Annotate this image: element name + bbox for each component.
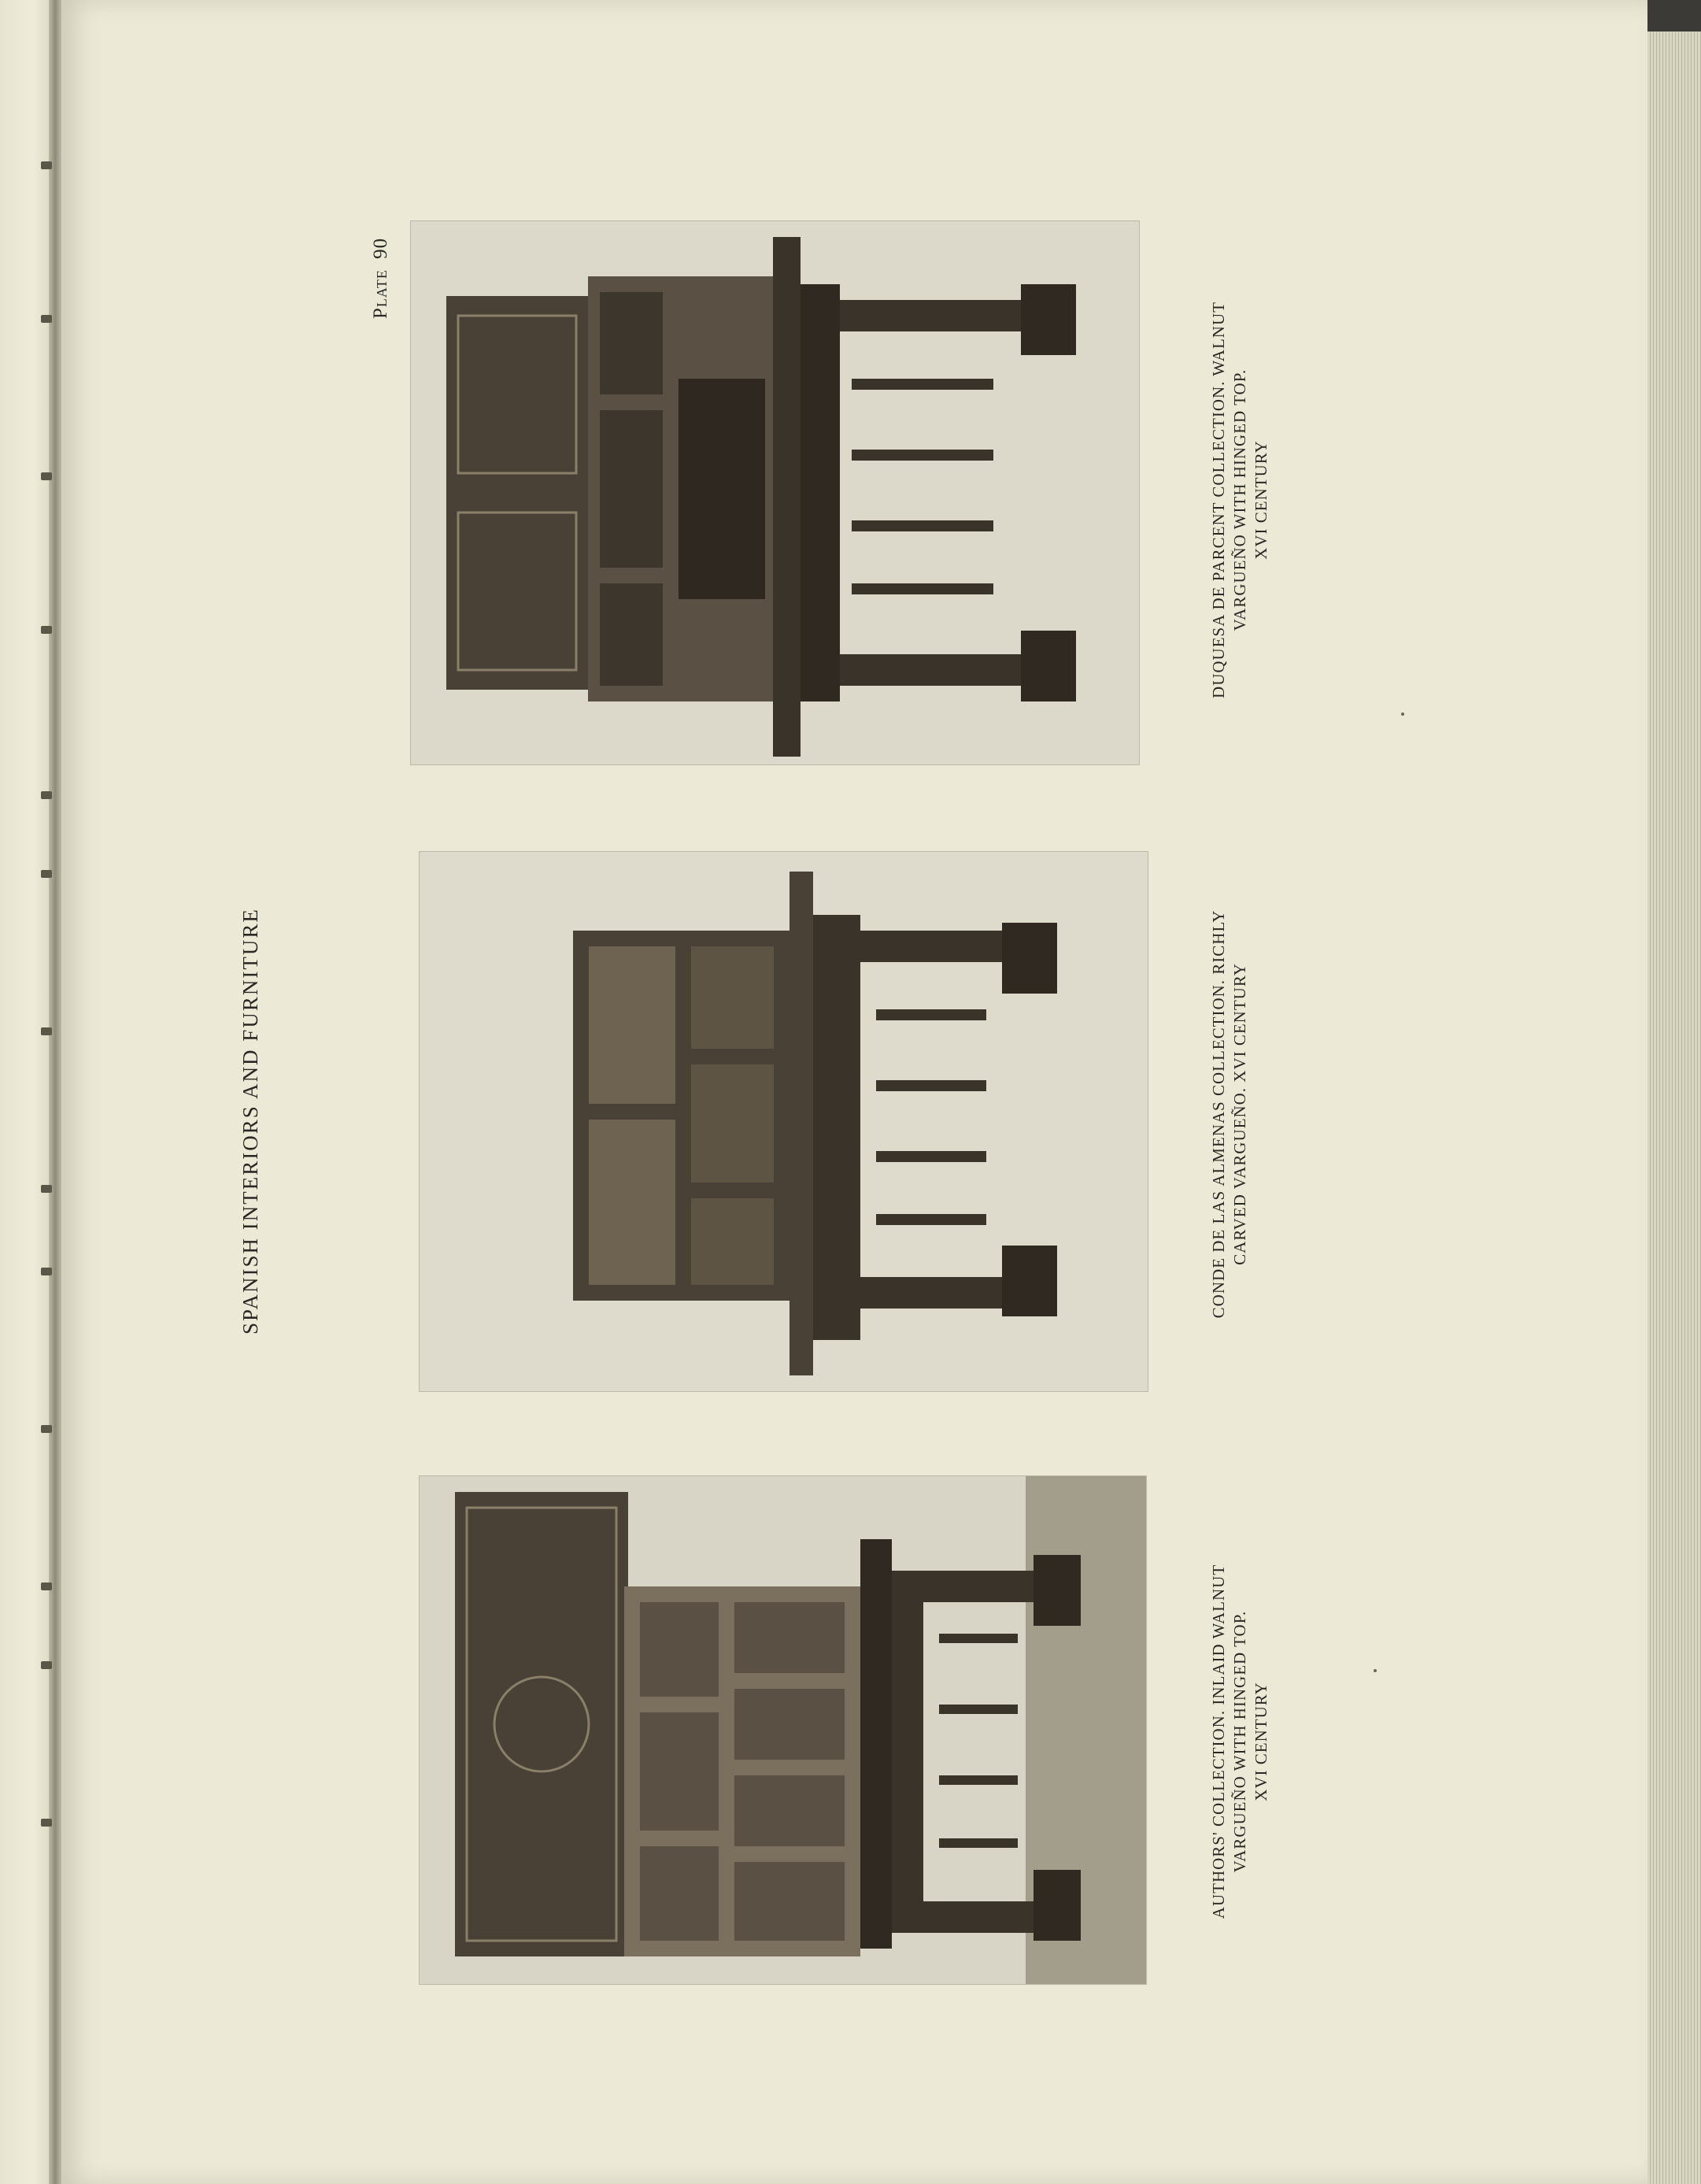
- plate-label: [370, 238, 392, 319]
- binding-stitch: [41, 472, 52, 480]
- paper-speck: [1374, 1669, 1377, 1672]
- page-block-edges: [1647, 31, 1701, 2184]
- binding-stitch: [41, 1819, 52, 1827]
- facing-page-edge: [0, 0, 55, 2184]
- binding-stitch: [41, 1268, 52, 1275]
- caption-line: XVI CENTURY: [1252, 1682, 1270, 1801]
- binding-stitch: [41, 1425, 52, 1433]
- binding-stitch: [41, 161, 52, 169]
- caption-authors-collection: [1208, 1505, 1272, 1978]
- plate-number: 90: [370, 237, 391, 259]
- caption-almenas-collection: [1208, 846, 1251, 1382]
- running-head: SPANISH INTERIORS AND FURNITURE: [239, 908, 262, 1334]
- caption-line: VARGUEÑO WITH HINGED TOP.: [1230, 1610, 1249, 1873]
- vargueno-illustration: [420, 852, 1148, 1391]
- plate-word: Plate: [370, 269, 391, 319]
- caption-line: VARGUEÑO WITH HINGED TOP.: [1230, 368, 1249, 631]
- paper-speck: [1401, 713, 1404, 716]
- caption-line: DUQUESA DE PARCENT COLLECTION. WALNUT: [1209, 302, 1228, 698]
- binding-stitch: [41, 870, 52, 878]
- binding-stitch: [41, 1027, 52, 1035]
- caption-line: CONDE DE LAS ALMENAS COLLECTION. RICHLY: [1209, 909, 1228, 1319]
- binding-stitch: [41, 1582, 52, 1590]
- caption-line: CARVED VARGUEÑO. XVI CENTURY: [1230, 963, 1249, 1265]
- binding-stitch: [41, 1661, 52, 1669]
- photo-almenas-collection: [420, 852, 1148, 1391]
- caption-parcent-collection: [1208, 244, 1272, 756]
- binding-stitch: [41, 626, 52, 634]
- binding-stitch: [41, 791, 52, 799]
- binding-stitch: [41, 1185, 52, 1193]
- photo-authors-collection: [420, 1476, 1146, 1984]
- caption-line: AUTHORS' COLLECTION. INLAID WALNUT: [1209, 1564, 1228, 1919]
- vargueno-illustration: [411, 221, 1139, 764]
- photo-parcent-collection: [411, 221, 1139, 764]
- vargueno-illustration: [420, 1476, 1146, 1984]
- caption-line: XVI CENTURY: [1252, 440, 1270, 560]
- binding-stitch: [41, 315, 52, 323]
